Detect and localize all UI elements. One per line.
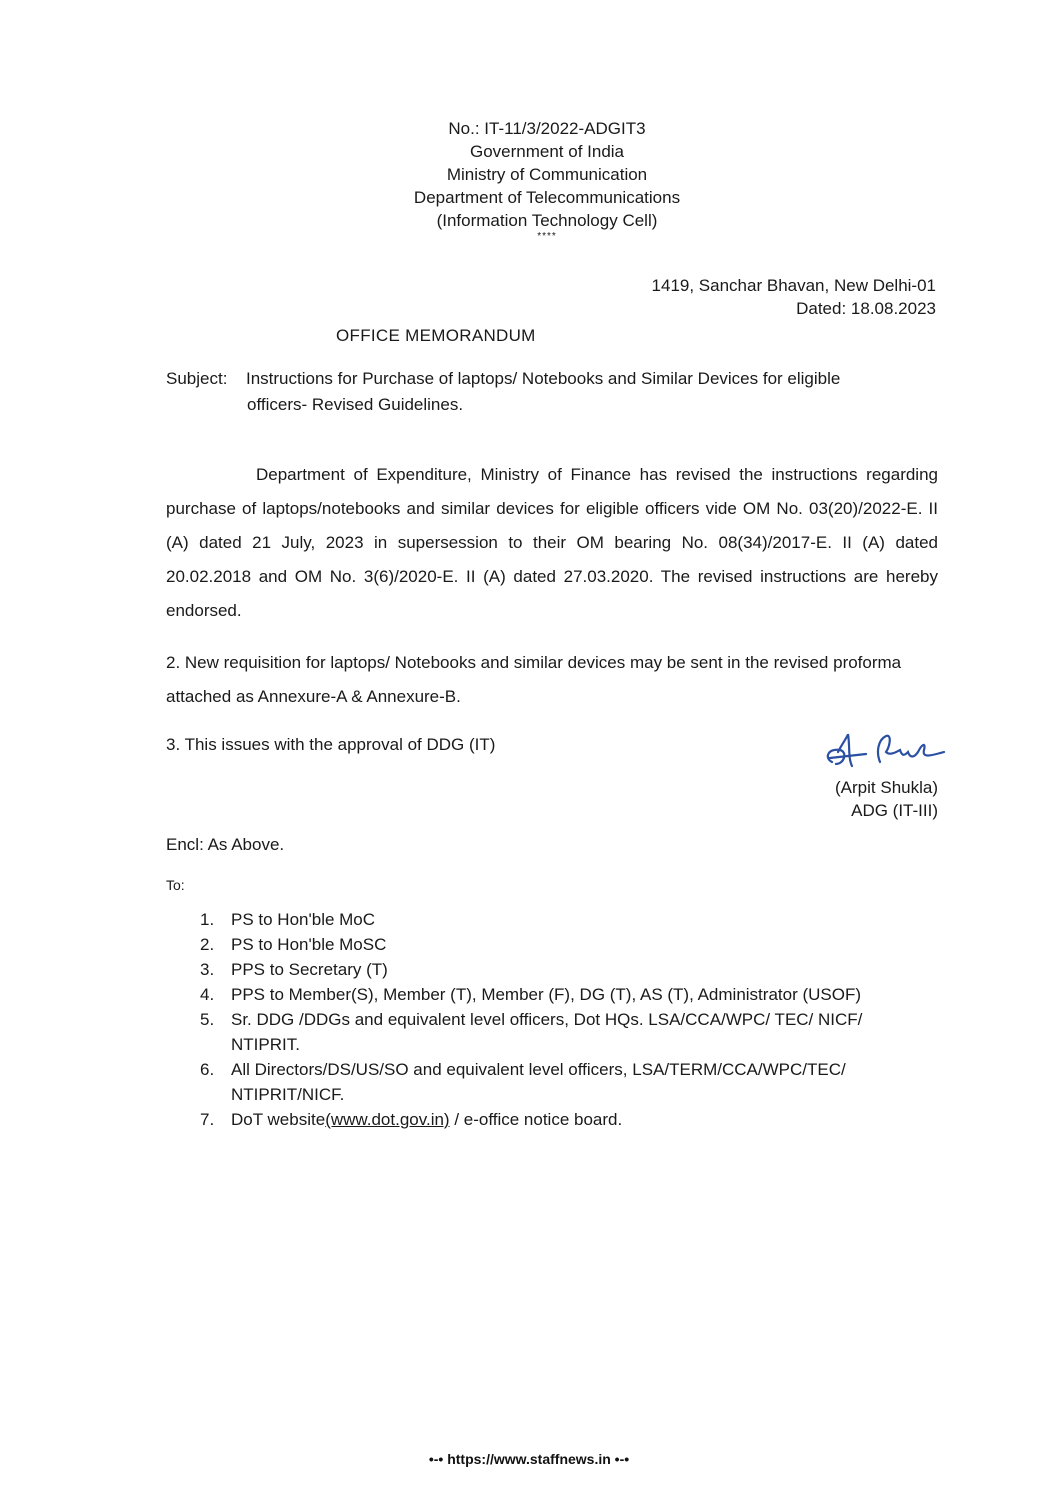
memo-date: Dated: 18.08.2023 <box>796 299 936 318</box>
list-item <box>200 1107 920 1132</box>
list-item <box>200 1007 920 1057</box>
address-block <box>652 274 936 320</box>
recipient-text: PS to Hon'ble MoC <box>231 910 376 929</box>
list-number: 1. <box>200 910 215 929</box>
list-item <box>200 1057 920 1107</box>
paragraph-3: 3. This issues with the approval of DDG (IT) <box>166 735 496 754</box>
memo-title: OFFICE MEMORANDUM <box>336 326 536 345</box>
government-name: Government of India <box>469 142 625 161</box>
ministry-name: Ministry of Communication <box>446 165 648 184</box>
file-number: No.: IT-11/3/2022-ADGIT3 <box>448 119 646 138</box>
list-number: 5. <box>200 1010 215 1029</box>
department-name: Department of Telecommunications <box>413 188 681 207</box>
paragraph-1: Department of Expenditure, Ministry of Finance has revised the instructions regarding purchase of laptops/notebooks and similar devices for eligible officers vide OM No. 03(20)/2022-E. II (A) dated 21 July, 2023 in supersession to their OM bearing No. 08(34)/2017-E. II (A) dated 20.02.2018 and OM No. 3(6)/2020-E. II (A) dated 27.03.2020. The revised instructions are hereby endorsed. <box>166 465 938 620</box>
office-location: 1419, Sanchar Bhavan, New Delhi-01 <box>651 276 936 295</box>
list-item <box>200 982 920 1007</box>
recipient-text: PPS to Member(S), Member (T), Member (F), DG (T), AS (T), Administrator (USOF) <box>231 985 862 1004</box>
recipient-text: PS to Hon'ble MoSC <box>231 935 387 954</box>
cell-name: (Information Technology Cell) <box>436 211 658 230</box>
list-number: 2. <box>200 935 215 954</box>
to-label: To: <box>166 877 185 893</box>
recipient-text-suffix: / e-office notice board. <box>449 1110 623 1129</box>
subject-line-2: officers- Revised Guidelines. <box>247 395 464 414</box>
recipient-list <box>200 907 920 1132</box>
footer-source-link[interactable]: •-• https://www.staffnews.in •-• <box>428 1451 630 1467</box>
list-number: 6. <box>200 1060 215 1079</box>
recipient-text: All Directors/DS/US/SO and equivalent level officers, LSA/TERM/CCA/WPC/TEC/ NTIPRIT/NICF. <box>231 1060 846 1104</box>
recipient-text: PPS to Secretary (T) <box>231 960 388 979</box>
signatory-designation: ADG (IT-III) <box>851 801 938 820</box>
enclosure-note: Encl: As Above. <box>166 835 285 854</box>
list-number: 4. <box>200 985 215 1004</box>
dot-website-link[interactable]: (www.dot.gov.in) <box>325 1110 450 1129</box>
stars-separator: **** <box>537 231 557 242</box>
list-item <box>200 907 920 932</box>
signatory-name: (Arpit Shukla) <box>835 778 938 797</box>
subject-line-1: Instructions for Purchase of laptops/ Notebooks and Similar Devices for eligible <box>246 369 841 388</box>
list-number: 7. <box>200 1110 215 1129</box>
list-item <box>200 932 920 957</box>
subject-block <box>166 366 941 418</box>
signature-icon <box>818 722 968 780</box>
letterhead <box>300 117 794 242</box>
recipient-text: Sr. DDG /DDGs and equivalent level officers, Dot HQs. LSA/CCA/WPC/ TEC/ NICF/ NTIPRIT. <box>231 1010 863 1054</box>
subject-label: Subject: <box>166 369 228 388</box>
paragraph-2: 2. New requisition for laptops/ Notebooks and similar devices may be sent in the revised proforma attached as Annexure-A & Annexure-B. <box>166 653 902 706</box>
list-number: 3. <box>200 960 215 979</box>
list-item <box>200 957 920 982</box>
signatory-block <box>835 776 938 822</box>
recipient-text: DoT website <box>231 1110 326 1129</box>
